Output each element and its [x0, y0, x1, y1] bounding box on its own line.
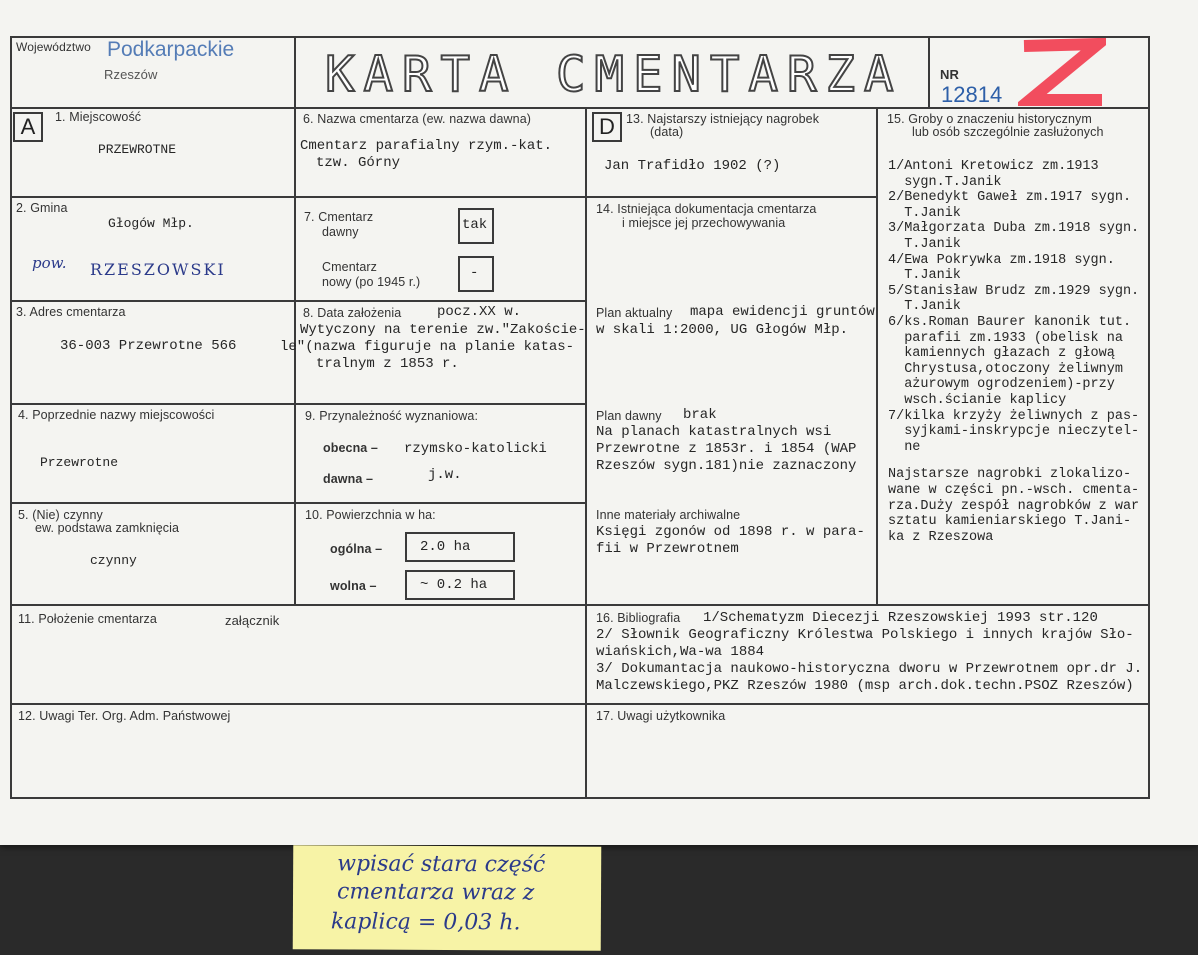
- s12-label: 12. Uwagi Ter. Org. Adm. Państwowej: [18, 709, 231, 723]
- s15-line: 6/ks.Roman Baurer kanonik tut.: [888, 315, 1132, 330]
- col-divider-3: [876, 107, 878, 604]
- row-divider-2: [10, 300, 586, 302]
- s9-label: 9. Przynależność wyznaniowa:: [305, 409, 479, 423]
- s16-line-3: wiańskich,Wa-wa 1884: [596, 644, 765, 660]
- plan-aktualny-label: Plan aktualny: [596, 306, 673, 320]
- s4-label: 4. Poprzednie nazwy miejscowości: [18, 408, 215, 422]
- sticky-note: [293, 845, 602, 951]
- s15-line: parafii zm.1933 (obelisk na: [888, 330, 1123, 346]
- s17-label: 17. Uwagi użytkownika: [596, 709, 726, 723]
- s15-label-2: lub osób szczególnie zasłużonych: [912, 125, 1104, 139]
- s15-line: wsch.ścianie kaplicy: [888, 393, 1067, 408]
- s7-label-3: Cmentarz: [322, 260, 377, 274]
- s10-label: 10. Powierzchnia w ha:: [305, 508, 436, 522]
- nr-label: NR: [940, 67, 959, 82]
- s15-line: 1/Antoni Kretowicz zm.1913: [888, 159, 1099, 174]
- s15-line: kamiennych głazach z głową: [888, 346, 1115, 362]
- wolna-value: ~ 0.2 ha: [420, 577, 488, 593]
- s15-line: syjkami-inskrypcje nieczytel-: [888, 424, 1140, 440]
- obecna-value: rzymsko-katolicki: [404, 441, 547, 457]
- plan-dawny-line-2: Przewrotne z 1853r. i 1854 (WAP: [596, 441, 857, 457]
- pow-label: pow.: [32, 254, 67, 272]
- ogolna-value: 2.0 ha: [420, 539, 471, 555]
- s7-label-1: 7. Cmentarz: [304, 210, 374, 224]
- row-divider-6: [10, 703, 1150, 705]
- dawny-value: tak: [462, 217, 488, 233]
- row-divider-5: [10, 604, 1150, 606]
- nr-divider: [928, 36, 930, 109]
- wojewodztwo-label: Województwo: [16, 40, 91, 54]
- wojewodztwo-stamp: Podkarpackie: [107, 38, 235, 61]
- rzeszow-stamp: Rzeszów: [104, 67, 158, 82]
- s7-label-2: dawny: [322, 225, 359, 239]
- s15-line: ne: [888, 439, 921, 455]
- s15-line: T.Janik: [888, 205, 961, 221]
- s1-value: PRZEWROTNE: [98, 142, 177, 157]
- s8-line-1: Wytyczony na terenie zw."Zakoście-: [300, 322, 586, 338]
- s6-label: 6. Nazwa cmentarza (ew. nazwa dawna): [303, 112, 532, 126]
- dawna-label: dawna –: [323, 472, 374, 486]
- row-divider-3: [10, 403, 586, 405]
- s15-line: 2/Benedykt Gaweł zm.1917 sygn.: [888, 190, 1132, 206]
- s16-label: 16. Bibliografia: [596, 611, 681, 625]
- s7-label-4: nowy (po 1945 r.): [322, 275, 421, 289]
- s8-label-value: pocz.XX w.: [437, 304, 522, 320]
- s14-label-1: 14. Istniejąca dokumentacja cmentarza: [596, 202, 817, 216]
- dawna-value: j.w.: [428, 467, 462, 483]
- s5-label-1: 5. (Nie) czynny: [18, 508, 103, 522]
- s15-line: wane w części pn.-wsch. cmenta-: [888, 483, 1140, 498]
- s15-line: sygn.T.Janik: [888, 174, 1002, 190]
- row-divider-1: [10, 196, 878, 198]
- wolna-label: wolna –: [330, 579, 377, 593]
- s15-line: T.Janik: [888, 299, 961, 315]
- s15-line: 7/kilka krzyży żeliwnych z pas-: [888, 408, 1140, 424]
- s3-value: 36-003 Przewrotne 566: [60, 338, 237, 354]
- ogolna-label: ogólna –: [330, 542, 383, 556]
- page-title: KARTA CMENTARZA: [325, 46, 903, 103]
- row-divider-4: [10, 502, 586, 504]
- s16-line-1: 1/Schematyzm Diecezji Rzeszowskiej 1993 str.120: [703, 610, 1098, 626]
- plan-dawny-line-3: Rzeszów sygn.181)nie zaznaczony: [596, 458, 857, 474]
- s11-value: załącznik: [225, 613, 280, 628]
- s15-line: 3/Małgorzata Duba zm.1918 sygn.: [888, 221, 1140, 237]
- s15-line: sztatu kamieniarskiego T.Jani-: [888, 514, 1132, 530]
- obecna-label: obecna –: [323, 441, 378, 455]
- s15-line: 4/Ewa Pokrywka zm.1918 sygn.: [888, 252, 1115, 268]
- plan-aktualny-line-1: mapa ewidencji gruntów: [690, 304, 875, 320]
- inne-line-1: Księgi zgonów od 1898 r. w para-: [596, 524, 865, 540]
- s5-label-2: ew. podstawa zamknięcia: [35, 521, 180, 535]
- s15-line: ażurowym ogrodzeniem)-przy: [888, 377, 1115, 393]
- s15-line: 5/Stanisław Brudz zm.1929 sygn.: [888, 283, 1140, 299]
- s13-label-2: (data): [650, 125, 684, 139]
- nowy-value: -: [470, 265, 479, 281]
- s6-line-2: tzw. Górny: [316, 155, 401, 171]
- section-d-box: D: [592, 112, 622, 142]
- s11-label: 11. Położenie cmentarza: [18, 612, 157, 626]
- s15-line: T.Janik: [888, 268, 961, 284]
- s15-line: Chrystusa,otoczony żeliwnym: [888, 361, 1123, 377]
- s15-line: T.Janik: [888, 237, 961, 252]
- inne-line-2: fii w Przewrotnem: [596, 541, 739, 557]
- s15-line: ka z Rzeszowa: [888, 529, 994, 545]
- plan-dawny-label: Plan dawny: [596, 409, 662, 423]
- plan-aktualny-line-2: w skali 1:2000, UG Głogów Młp.: [596, 322, 849, 338]
- left-border: [10, 36, 12, 799]
- s15-line: Najstarsze nagrobki zlokalizo-: [888, 467, 1132, 483]
- s8-line-3: tralnym z 1853 r.: [316, 356, 459, 372]
- col-divider-1: [294, 36, 296, 604]
- s1-label: 1. Miejscowość: [55, 110, 142, 124]
- plan-dawny-line-1: Na planach katastralnych wsi: [596, 424, 832, 440]
- s5-value: czynny: [90, 553, 137, 568]
- s13-label-1: 13. Najstarszy istniejący nagrobek: [626, 112, 820, 126]
- s16-line-2: 2/ Słownik Geograficzny Królestwa Polskiego i innych krajów Sło-: [596, 627, 1134, 643]
- s8-label: 8. Data założenia: [303, 306, 402, 320]
- s6-line-1: Cmentarz parafialny rzym.-kat.: [300, 138, 553, 154]
- nr-value: 12814: [941, 82, 1003, 107]
- s16-line-5: Malczewskiego,PKZ Rzeszów 1980 (msp arch.dok.techn.PSOZ Rzeszów): [596, 678, 1134, 694]
- s13-value: Jan Trafidło 1902 (?): [604, 158, 781, 174]
- s16-line-4: 3/ Dokumantacja naukowo-historyczna dworu w Przewrotnem opr.dr J.: [596, 661, 1143, 677]
- section-a-box: A: [13, 112, 43, 142]
- plan-dawny-value: brak: [683, 407, 717, 423]
- right-border: [1148, 36, 1150, 799]
- s15-line: rza.Duży zespół nagrobków z war: [888, 498, 1140, 514]
- red-z-stamp: [1018, 38, 1106, 110]
- note-line-2: cmentarza wraz z: [336, 879, 535, 906]
- s4-value: Przewrotne: [40, 455, 119, 470]
- bottom-border: [10, 797, 1150, 799]
- inne-label: Inne materiały archiwalne: [596, 508, 741, 522]
- s2-label: 2. Gmina: [16, 201, 68, 215]
- s3-label: 3. Adres cmentarza: [16, 305, 126, 319]
- col-divider-2: [585, 107, 587, 799]
- s2-value: Głogów Młp.: [108, 216, 194, 231]
- s14-label-2: i miejsce jej przechowywania: [622, 216, 786, 230]
- note-line-3: kaplicą = 0,03 h.: [330, 909, 521, 936]
- pow-value: RZESZOWSKI: [90, 260, 226, 279]
- s8-line-2: le"(nazwa figuruje na planie katas-: [280, 339, 575, 355]
- s15-label-1: 15. Groby o znaczeniu historycznym: [887, 112, 1092, 126]
- note-line-1: wpisać stara część: [337, 851, 546, 878]
